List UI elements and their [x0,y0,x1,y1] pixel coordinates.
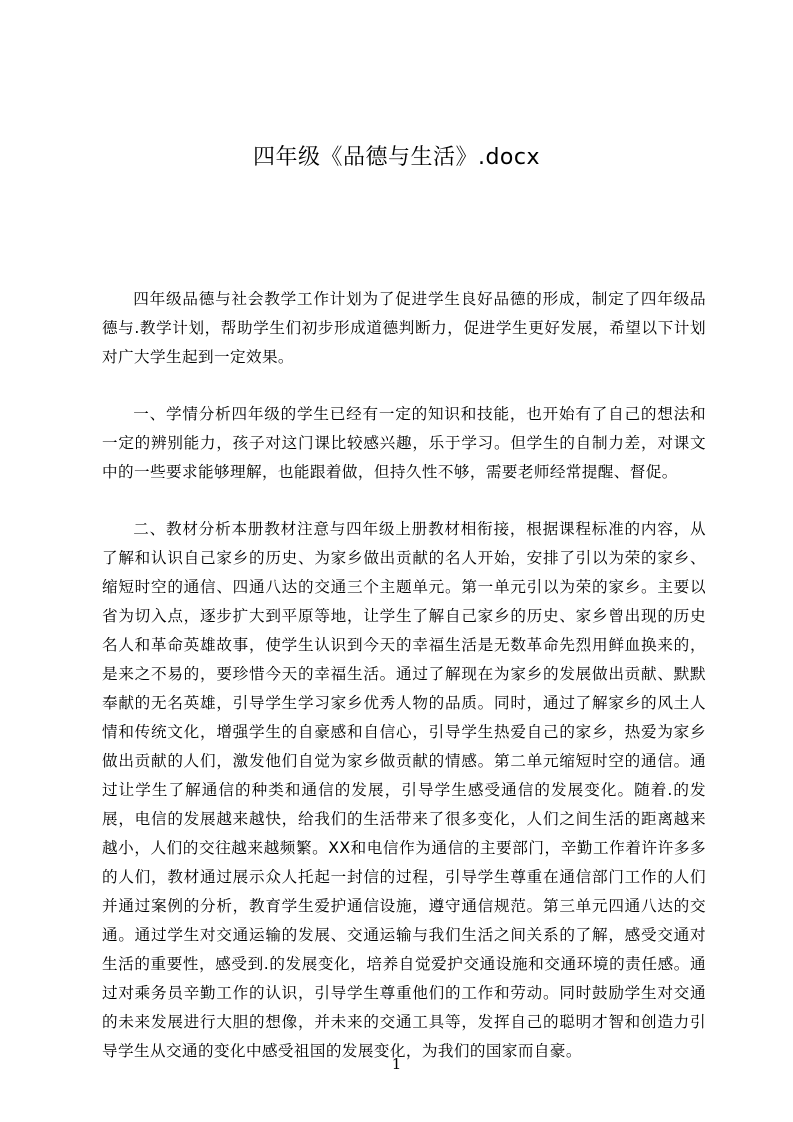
paragraph-intro: 四年级品德与社会教学工作计划为了促进学生良好品德的形成，制定了四年级品德与.教学计划，帮助学生们初步形成道德判断力，促进学生更好发展，希望以下计划对广大学生起到一定效果。 [102,290,706,366]
paragraph-student-analysis: 一、学情分析四年级的学生已经有一定的知识和技能，也开始有了自己的想法和一定的辨别能力，孩子对这门课比较感兴趣，乐于学习。但学生的自制力差，对课文中的一些要求能够理解，也能跟着做，但持久性不够，需要老师经常提醒、督促。 [102,405,706,481]
paragraph-textbook-analysis: 二、教材分析本册教材注意与四年级上册教材相衔接，根据课程标准的内容，从了解和认识自己家乡的历史、为家乡做出贡献的名人开始，安排了引以为荣的家乡、缩短时空的通信、四通八达的交通三个主题单元。第一单元引以为荣的家乡。主要以省为切入点，逐步扩大到平原等地，让学生了解自己家乡的历史、家乡曾出现的历史名人和革命英雄故事，使学生认识到今天的幸福生活是无数革命先烈用鲜血换来的，是来之不易的，要珍惜今天的幸福生活。通过了解现在为家乡的发展做出贡献、默默奉献的无名英雄，引导学生学习家乡优秀人物的品质。同时，通过了解家乡的风土人情和传统文化，增强学生的自豪感和自信心，引导学生热爱自己的家乡，热爱为家乡做出贡献的人们，激发他们自觉为家乡做贡献的情感。第二单元缩短时空的通信。通过让学生了解通信的种类和通信的发展，引导学生感受通信的发展变化。随着.的发展，电信的发展越来越快，给我们的生活带来了很多变化，人们之间生活的距离越来越小，人们的交往越来越频繁。XX和电信作为通信的主要部门，辛勤工作着许许多多的人们，教材通过展示众人托起一封信的过程，引导学生尊重在通信部门工作的人们并通过案例的分析，教育学生爱护通信设施，遵守通信规范。第三单元四通八达的交通。通过学生对交通运输的发展、交通运输与我们生活之间关系的了解，感受交通对生活的重要性，感受到.的发展变化，培养自觉爱护交通设施和交通环境的责任感。通过对乘务员辛勤工作的认识，引导学生尊重他们的工作和劳动。同时鼓励学生对交通的未来发展进行大胆的想像，并未来的交通工具等，发挥自己的聪明才智和创造力引导学生从交通的变化中感受祖国的发展变化，为我们的国家而自豪。 [102,520,706,1060]
document-body [102,285,706,1094]
page-number: 1 [391,1055,402,1073]
document-title: 四年级《品德与生活》.docx [252,145,541,170]
